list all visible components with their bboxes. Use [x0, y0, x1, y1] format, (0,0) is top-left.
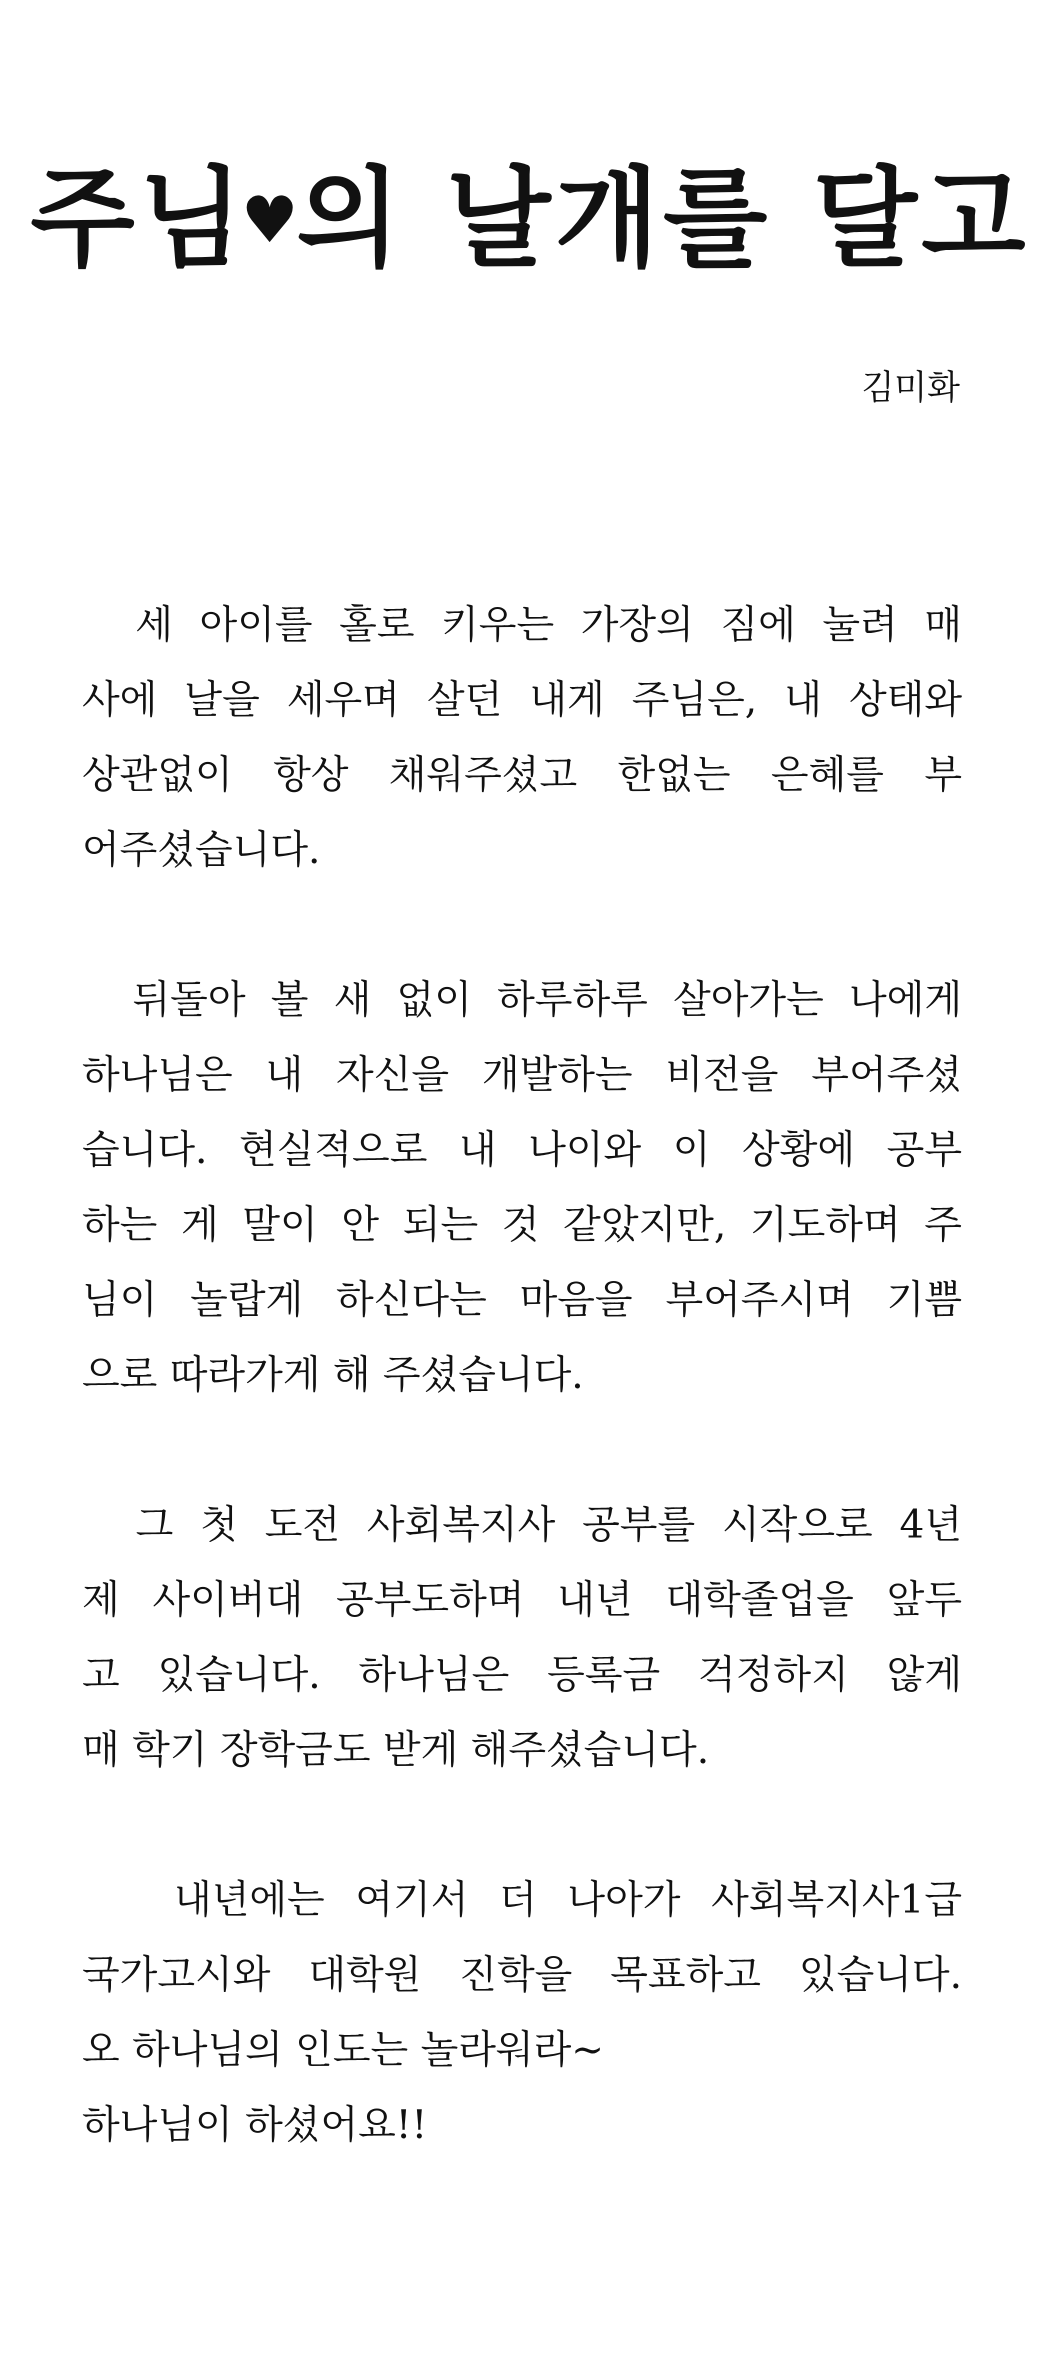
text-line: 님이 놀랍게 하신다는 마음을 부어주시며 기쁨	[82, 1278, 962, 1323]
page-title	[0, 157, 1060, 282]
text-line: 뒤돌아 볼 새 없이 하루하루 살아가는 나에게	[82, 978, 962, 1023]
article-body	[82, 588, 962, 2238]
text-line: 국가고시와 대학원 진학을 목표하고 있습니다.	[82, 1953, 962, 1998]
text-line: 고 있습니다. 하나님은 등록금 걱정하지 않게	[82, 1653, 962, 1698]
title-part-2: 의 날개를 달고	[296, 157, 1030, 282]
text-line: 하는 게 말이 안 되는 것 같았지만, 기도하며 주	[82, 1203, 962, 1248]
text-line: 오 하나님의 인도는 놀라워라~	[82, 2028, 604, 2073]
text-line: 사에 날을 세우며 살던 내게 주님은, 내 상태와	[82, 678, 962, 723]
text-line: 상관없이 항상 채워주셨고 한없는 은혜를 부	[82, 753, 962, 798]
paragraph-4	[82, 1863, 962, 2163]
text-line: 으로 따라가게 해 주셨습니다.	[82, 1353, 584, 1398]
author-name: 김미화	[861, 368, 960, 408]
text-line: 내년에는 여기서 더 나아가 사회복지사1급	[82, 1878, 962, 1923]
text-line: 하나님이 하셨어요!!	[82, 2103, 428, 2148]
paragraph-3	[82, 1488, 962, 1788]
paragraph-1	[82, 588, 962, 888]
text-line: 그 첫 도전 사회복지사 공부를 시작으로 4년	[82, 1503, 962, 1548]
text-line: 습니다. 현실적으로 내 나이와 이 상황에 공부	[82, 1128, 962, 1173]
text-line: 어주셨습니다.	[82, 828, 321, 873]
text-line: 제 사이버대 공부도하며 내년 대학졸업을 앞두	[82, 1578, 962, 1623]
text-line: 매 학기 장학금도 받게 해주셨습니다.	[82, 1728, 710, 1773]
paragraph-2	[82, 963, 962, 1413]
title-part-1: 주님	[30, 157, 248, 282]
heart-icon: ♥	[241, 184, 303, 258]
text-line: 세 아이를 홀로 키우는 가장의 짐에 눌려 매	[82, 603, 962, 648]
text-line: 하나님은 내 자신을 개발하는 비전을 부어주셨	[82, 1053, 962, 1098]
